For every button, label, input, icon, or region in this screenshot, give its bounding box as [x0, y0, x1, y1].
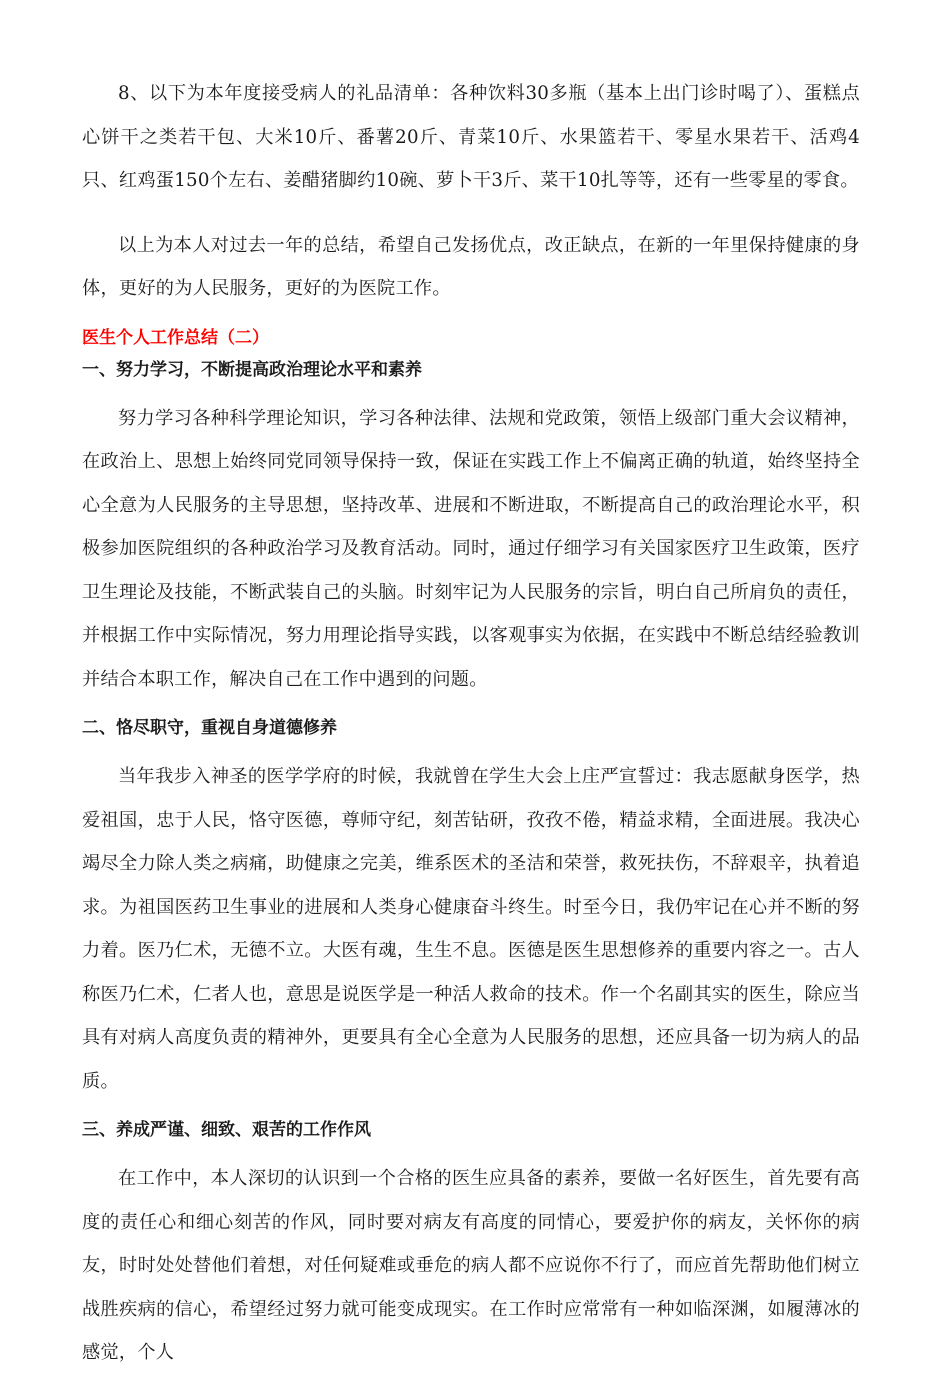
section-title: 医生个人工作总结（二） — [82, 327, 269, 348]
section-heading-1: 一、努力学习，不断提高政治理论水平和素养 — [82, 359, 422, 380]
section-heading-2: 二、恪尽职守，重视自身道德修养 — [82, 718, 337, 738]
document-page — [82, 72, 860, 1375]
section-heading-3: 三、养成严谨、细致、艰苦的工作作风 — [82, 1120, 371, 1140]
conclusion-paragraph: 以上为本人对过去一年的总结，希望自己发扬优点，改正缺点，在新的一年里保持健康的身体，更好的为人民服务，更好的为医院工作。 — [82, 234, 860, 299]
section-body-3: 在工作中，本人深切的认识到一个合格的医生应具备的素养，要做一名好医生，首先要有高度的责任心和细心刻苦的作风，同时要对病友有高度的同情心，要爱护你的病友，关怀你的病友，时时处处替他们着想，对任何疑难或垂危的病人都不应说你不行了，而应首先帮助他们树立战胜疾病的信心，希望经过努力就可能变成现实。在工作时应常常有一种如临深渊，如履薄冰的感觉，个人 — [82, 1168, 860, 1363]
section-body-2: 当年我步入神圣的医学学府的时候，我就曾在学生大会上庄严宣誓过：我志愿献身医学，热爱祖国，忠于人民，恪守医德，尊师守纪，刻苦钻研，孜孜不倦，精益求精，全面进展。我决心竭尽全力除人类之病痛，助健康之完美，维系医术的圣洁和荣誉，救死扶伤，不辞艰辛，执着追求。为祖国医药卫生事业的进展和人类身心健康奋斗终生。时至今日，我仍牢记在心并不断的努力着。医乃仁术，无德不立。大医有魂，生生不息。医德是医生思想修养的重要内容之一。古人称医乃仁术，仁者人也，意思是说医学是一种活人救命的技术。作一个名副其实的医生，除应当具有对病人高度负责的精神外，更要具有全心全意为人民服务的思想，还应具备一切为病人的品质。 — [82, 766, 860, 1092]
gift-list-paragraph: 8、以下为本年度接受病人的礼品清单：各种饮料30多瓶（基本上出门诊时喝了）、蛋糕点心饼干之类若干包、大米10斤、番薯20斤、青菜10斤、水果篮若干、零星水果若干、活鸡4只、红鸡蛋150个左右、姜醋猪脚约10碗、萝卜干3斤、菜干10扎等等，还有一些零星的零食。 — [82, 83, 860, 191]
section-body-1: 努力学习各种科学理论知识，学习各种法律、法规和党政策，领悟上级部门重大会议精神，在政治上、思想上始终同党同领导保持一致，保证在实践工作上不偏离正确的轨道，始终坚持全心全意为人民服务的主导思想，坚持改革、进展和不断进取，不断提高自己的政治理论水平，积极参加医院组织的各种政治学习及教育活动。同时，通过仔细学习有关国家医疗卫生政策，医疗卫生理论及技能，不断武装自己的头脑。时刻牢记为人民服务的宗旨，明白自己所肩负的责任，并根据工作中实际情况，努力用理论指导实践，以客观事实为依据，在实践中不断总结经验教训并结合本职工作，解决自己在工作中遇到的问题。 — [82, 407, 860, 690]
